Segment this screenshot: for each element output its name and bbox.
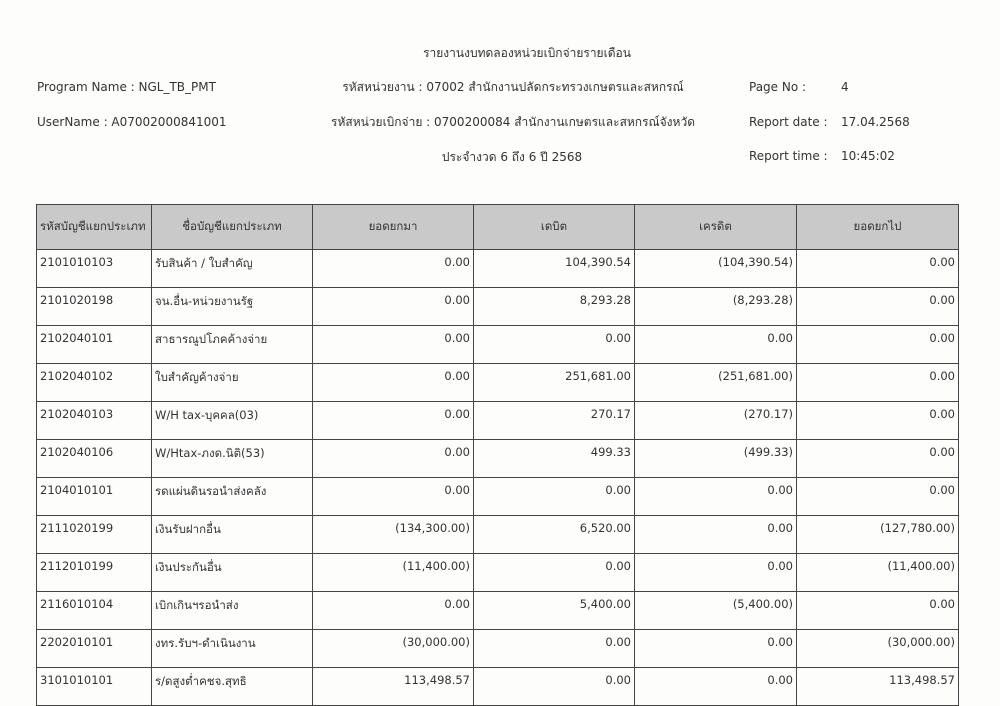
cell-credit: 0.00: [635, 478, 797, 516]
cell-account-code: 2102040101: [37, 326, 152, 364]
cell-credit: 0.00: [635, 326, 797, 364]
cell-carried-forward: 0.00: [797, 402, 959, 440]
cell-brought-forward: (11,400.00): [313, 554, 474, 592]
cell-carried-forward: 0.00: [797, 364, 959, 402]
cell-carried-forward: 113,498.57: [797, 668, 959, 706]
trial-balance-table: [36, 204, 959, 706]
cell-debit: 8,293.28: [474, 288, 635, 326]
cell-credit: 0.00: [635, 630, 797, 668]
cell-carried-forward: 0.00: [797, 326, 959, 364]
cell-debit: 270.17: [474, 402, 635, 440]
cell-brought-forward: 0.00: [313, 592, 474, 630]
cell-carried-forward: (127,780.00): [797, 516, 959, 554]
cell-brought-forward: 0.00: [313, 402, 474, 440]
cell-debit: 0.00: [474, 478, 635, 516]
cell-account-name: เงินประกันอื่น: [152, 554, 313, 592]
table-row: [37, 250, 959, 288]
cell-carried-forward: 0.00: [797, 250, 959, 288]
header-account-code: รหัสบัญชีแยกประเภท: [37, 205, 152, 250]
table-row: [37, 402, 959, 440]
cell-brought-forward: 0.00: [313, 364, 474, 402]
cell-account-name: ใบสำคัญค้างจ่าย: [152, 364, 313, 402]
report-title: รายงานงบทดลองหน่วยเบิกจ่ายรายเดือน: [423, 46, 631, 60]
cell-credit: (251,681.00): [635, 364, 797, 402]
header-account-name: ชื่อบัญชีแยกประเภท: [152, 205, 313, 250]
cell-credit: 0.00: [635, 516, 797, 554]
table-row: [37, 440, 959, 478]
cell-brought-forward: 0.00: [313, 326, 474, 364]
cell-account-code: 2104010101: [37, 478, 152, 516]
table-header-row: [37, 205, 959, 250]
cell-debit: 0.00: [474, 668, 635, 706]
report-date-label: Report date :: [749, 115, 828, 129]
cell-credit: (104,390.54): [635, 250, 797, 288]
cell-account-code: 2101020198: [37, 288, 152, 326]
cell-debit: 5,400.00: [474, 592, 635, 630]
cell-account-code: 3101010101: [37, 668, 152, 706]
disbursing-unit-code: รหัสหน่วยเบิกจ่าย : 0700200084 สำนักงานเกษตรและสหกรณ์จังหวัด: [331, 115, 695, 129]
table-row: [37, 478, 959, 516]
table-row: [37, 326, 959, 364]
cell-debit: 6,520.00: [474, 516, 635, 554]
cell-carried-forward: (11,400.00): [797, 554, 959, 592]
report-period: ประจำงวด 6 ถึง 6 ปี 2568: [441, 150, 583, 164]
cell-account-code: 2116010104: [37, 592, 152, 630]
cell-credit: (270.17): [635, 402, 797, 440]
cell-brought-forward: (30,000.00): [313, 630, 474, 668]
table-row: [37, 668, 959, 706]
table-row: [37, 364, 959, 402]
cell-brought-forward: 113,498.57: [313, 668, 474, 706]
cell-account-name: เบิกเกินฯรอนำส่ง: [152, 592, 313, 630]
report-date-value: 17.04.2568: [841, 115, 910, 129]
cell-brought-forward: 0.00: [313, 288, 474, 326]
report-time-value: 10:45:02: [841, 149, 895, 163]
report-time-label: Report time :: [749, 149, 828, 163]
cell-account-name: W/Htax-ภงด.นิติ(53): [152, 440, 313, 478]
cell-account-name: รับสินค้า / ใบสำคัญ: [152, 250, 313, 288]
table-row: [37, 630, 959, 668]
cell-account-name: จน.อื่น-หน่วยงานรัฐ: [152, 288, 313, 326]
cell-account-name: สาธารณูปโภคค้างจ่าย: [152, 326, 313, 364]
cell-account-code: 2101010103: [37, 250, 152, 288]
cell-debit: 104,390.54: [474, 250, 635, 288]
cell-credit: 0.00: [635, 668, 797, 706]
cell-account-code: 2111020199: [37, 516, 152, 554]
header-debit: เดบิต: [474, 205, 635, 250]
header-brought-forward: ยอดยกมา: [313, 205, 474, 250]
page-no-value: 4: [841, 80, 849, 94]
cell-account-name: W/H tax-บุคคล(03): [152, 402, 313, 440]
cell-account-code: 2202010101: [37, 630, 152, 668]
agency-code: รหัสหน่วยงาน : 07002 สำนักงานปลัดกระทรวงเกษตรและสหกรณ์: [342, 80, 684, 94]
cell-carried-forward: 0.00: [797, 440, 959, 478]
page-no-label: Page No :: [749, 80, 807, 94]
program-name: Program Name : NGL_TB_PMT: [37, 80, 216, 94]
cell-debit: 499.33: [474, 440, 635, 478]
cell-debit: 0.00: [474, 554, 635, 592]
header-carried-forward: ยอดยกไป: [797, 205, 959, 250]
cell-brought-forward: 0.00: [313, 440, 474, 478]
cell-debit: 0.00: [474, 326, 635, 364]
cell-brought-forward: 0.00: [313, 478, 474, 516]
table-row: [37, 554, 959, 592]
cell-debit: 251,681.00: [474, 364, 635, 402]
cell-credit: 0.00: [635, 554, 797, 592]
table-row: [37, 592, 959, 630]
cell-credit: (8,293.28): [635, 288, 797, 326]
table-row: [37, 516, 959, 554]
cell-account-name: งทร.รับฯ-ดำเนินงาน: [152, 630, 313, 668]
cell-credit: (5,400.00): [635, 592, 797, 630]
cell-credit: (499.33): [635, 440, 797, 478]
cell-account-code: 2102040103: [37, 402, 152, 440]
table-row: [37, 288, 959, 326]
header-credit: เครดิต: [635, 205, 797, 250]
cell-brought-forward: 0.00: [313, 250, 474, 288]
cell-account-code: 2112010199: [37, 554, 152, 592]
cell-account-name: ร/ดสูงต่ำคชจ.สุทธิ: [152, 668, 313, 706]
cell-carried-forward: 0.00: [797, 288, 959, 326]
cell-account-code: 2102040102: [37, 364, 152, 402]
username: UserName : A07002000841001: [37, 115, 227, 129]
cell-account-name: รดแผ่นดินรอนำส่งคลัง: [152, 478, 313, 516]
cell-account-code: 2102040106: [37, 440, 152, 478]
cell-carried-forward: 0.00: [797, 478, 959, 516]
cell-carried-forward: (30,000.00): [797, 630, 959, 668]
cell-brought-forward: (134,300.00): [313, 516, 474, 554]
cell-account-name: เงินรับฝากอื่น: [152, 516, 313, 554]
cell-debit: 0.00: [474, 630, 635, 668]
cell-carried-forward: 0.00: [797, 592, 959, 630]
